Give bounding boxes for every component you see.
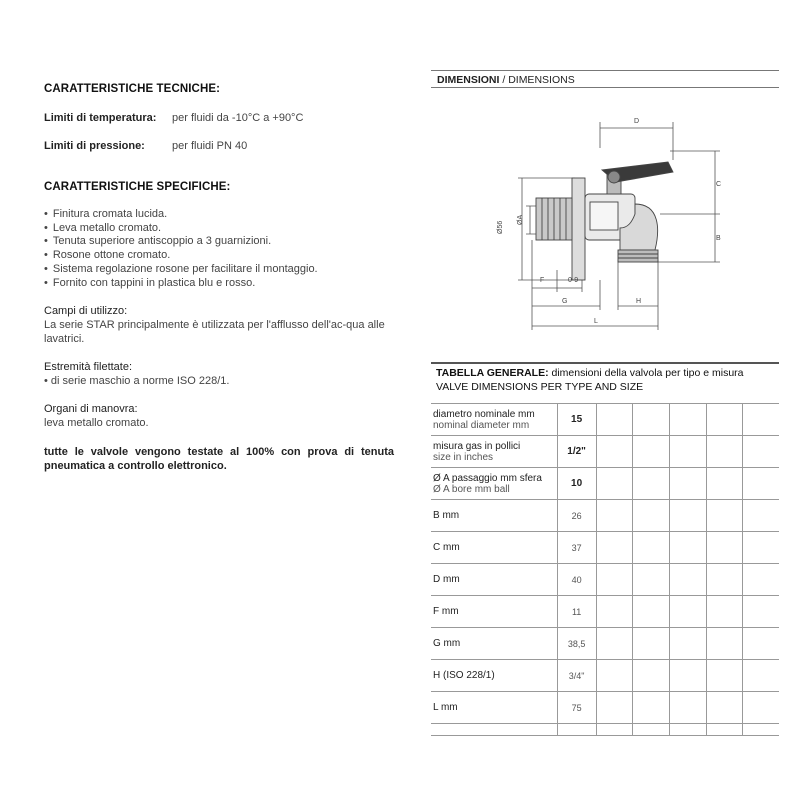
table-top-rule (431, 362, 779, 364)
empty-cell (706, 724, 743, 736)
empty-cell (706, 564, 743, 596)
empty-cell (596, 660, 633, 692)
row-label-cell (431, 628, 557, 660)
empty-cell (596, 468, 633, 500)
empty-cell (670, 596, 707, 628)
empty-cell (706, 500, 743, 532)
row-label-cell (431, 724, 557, 736)
threaded-ends-text: • di serie maschio a norme ISO 228/1. (44, 375, 230, 387)
row-label: F mm (433, 606, 459, 617)
feature-item: • Finitura cromata lucida. (44, 208, 318, 222)
temperature-value: per fluidi da -10°C a +90°C (172, 112, 304, 124)
empty-cell (706, 468, 743, 500)
table-row (431, 436, 779, 468)
row-label-cell (431, 500, 557, 532)
empty-cell (596, 596, 633, 628)
row-value: 1/2" (557, 436, 596, 468)
row-value: 40 (557, 564, 596, 596)
empty-cell (633, 404, 670, 436)
threaded-ends-title: Estremità filettate: (44, 361, 133, 373)
empty-cell (633, 564, 670, 596)
row-value (557, 724, 596, 736)
table-row (431, 532, 779, 564)
empty-cell (596, 404, 633, 436)
row-label-cell (431, 532, 557, 564)
table-row (431, 596, 779, 628)
empty-cell (743, 532, 779, 564)
row-sublabel: nominal diameter mm (433, 419, 530, 431)
row-label: D mm (433, 574, 460, 585)
pressure-label: Limiti di pressione: (44, 140, 145, 152)
empty-cell (633, 532, 670, 564)
empty-cell (596, 692, 633, 724)
row-label-cell (431, 404, 557, 436)
controls-title: Organi di manovra: (44, 403, 138, 415)
dimensions-title (437, 74, 575, 86)
empty-cell (670, 660, 707, 692)
empty-cell (706, 436, 743, 468)
row-label-cell (431, 660, 557, 692)
temperature-label: Limiti di temperatura: (44, 112, 157, 124)
row-label-cell (431, 692, 557, 724)
table-subtitle: VALVE DIMENSIONS PER TYPE AND SIZE (436, 381, 644, 393)
table-title-bold: TABELLA GENERALE: (436, 367, 549, 379)
row-label: diametro nominale mm (433, 408, 535, 420)
row-sublabel: size in inches (433, 451, 494, 463)
empty-cell (743, 596, 779, 628)
empty-cell (743, 724, 779, 736)
table-row (431, 468, 779, 500)
empty-cell (706, 660, 743, 692)
testing-note: tutte le valvole vengono testate al 100% con prova di tenuta pneumatica a controllo elettronico. (44, 446, 394, 472)
empty-cell (743, 660, 779, 692)
row-sublabel: Ø A bore mm ball (433, 483, 510, 495)
dim-label-b: B (716, 235, 721, 242)
row-label: C mm (433, 542, 460, 553)
usage-text: La serie STAR principalmente è utilizzata per l'afflusso dell'ac-qua alle lavatrici. (44, 319, 385, 345)
empty-cell (596, 500, 633, 532)
empty-cell (743, 436, 779, 468)
empty-cell (596, 628, 633, 660)
empty-cell (706, 692, 743, 724)
row-value: 15 (557, 404, 596, 436)
row-label-cell (431, 596, 557, 628)
row-label-cell (431, 564, 557, 596)
dim-label-d: D (634, 118, 640, 125)
empty-cell (633, 724, 670, 736)
empty-cell (633, 596, 670, 628)
table-row (431, 692, 779, 724)
row-label: B mm (433, 510, 460, 521)
pressure-value: per fluidi PN 40 (172, 140, 248, 152)
empty-cell (706, 596, 743, 628)
row-value: 11 (557, 596, 596, 628)
row-label-cell (431, 468, 557, 500)
dimensions-title-rest: DIMENSIONS (508, 74, 575, 86)
empty-cell (706, 532, 743, 564)
empty-cell (670, 564, 707, 596)
empty-cell (596, 436, 633, 468)
dim-label-da: ØA (517, 214, 524, 225)
dim-label-d56: Ø56 (497, 220, 504, 234)
empty-cell (633, 660, 670, 692)
dim-label-c: C (716, 181, 722, 188)
feature-item: • Leva metallo cromato. (44, 222, 318, 236)
dimensions-title-sep: / (499, 74, 509, 86)
table-row (431, 724, 779, 736)
row-value: 38,5 (557, 628, 596, 660)
empty-cell (596, 532, 633, 564)
dim-label-f: F (540, 277, 545, 284)
dim-label-09: 0-9 (568, 277, 579, 284)
table-row (431, 660, 779, 692)
feature-item: • Sistema regolazione rosone per facilitare il montaggio. (44, 263, 318, 277)
empty-cell (670, 436, 707, 468)
dim-label-h: H (636, 298, 642, 305)
dimensions-top-rule (431, 70, 779, 71)
empty-cell (670, 404, 707, 436)
table-row (431, 404, 779, 436)
empty-cell (596, 724, 633, 736)
table-row (431, 500, 779, 532)
row-label: H (ISO 228/1) (433, 670, 495, 681)
row-value: 26 (557, 500, 596, 532)
empty-cell (670, 532, 707, 564)
table-title-rest: dimensioni della valvola per tipo e misura (548, 367, 744, 379)
empty-cell (633, 692, 670, 724)
specific-features-title: CARATTERISTICHE SPECIFICHE: (44, 181, 231, 193)
feature-item: • Fornito con tappini in plastica blu e rosso. (44, 277, 318, 291)
dimensions-title-bold: DIMENSIONI (437, 74, 500, 86)
empty-cell (633, 468, 670, 500)
table-title (436, 367, 744, 380)
empty-cell (743, 468, 779, 500)
empty-cell (743, 692, 779, 724)
empty-cell (743, 628, 779, 660)
row-value: 3/4" (557, 660, 596, 692)
row-label: G mm (433, 638, 461, 649)
empty-cell (633, 436, 670, 468)
specific-features-list (44, 208, 318, 290)
feature-item: • Rosone ottone cromato. (44, 249, 318, 263)
row-label: L mm (433, 702, 458, 713)
empty-cell (743, 500, 779, 532)
table-row (431, 628, 779, 660)
row-value: 75 (557, 692, 596, 724)
empty-cell (596, 564, 633, 596)
empty-cell (633, 628, 670, 660)
row-value: 37 (557, 532, 596, 564)
controls-text: leva metallo cromato. (44, 417, 149, 429)
usage-title: Campi di utilizzo: (44, 305, 128, 317)
empty-cell (670, 692, 707, 724)
row-label: misura gas in pollici (433, 440, 521, 452)
empty-cell (670, 468, 707, 500)
empty-cell (670, 724, 707, 736)
empty-cell (706, 628, 743, 660)
empty-cell (633, 500, 670, 532)
dim-label-l: L (594, 318, 598, 325)
row-label-cell (431, 436, 557, 468)
empty-cell (706, 404, 743, 436)
dim-label-g: G (562, 298, 568, 305)
empty-cell (670, 628, 707, 660)
empty-cell (743, 564, 779, 596)
row-value: 10 (557, 468, 596, 500)
empty-cell (743, 404, 779, 436)
empty-cell (670, 500, 707, 532)
tech-specs-title: CARATTERISTICHE TECNICHE: (44, 83, 221, 95)
table-row (431, 564, 779, 596)
dimensions-table (431, 403, 779, 736)
valve-technical-drawing (490, 110, 740, 335)
dimensions-bottom-rule (431, 87, 779, 88)
feature-item: • Tenuta superiore antiscoppio a 3 guarnizioni. (44, 235, 318, 249)
row-label: Ø A passaggio mm sfera (433, 472, 542, 484)
